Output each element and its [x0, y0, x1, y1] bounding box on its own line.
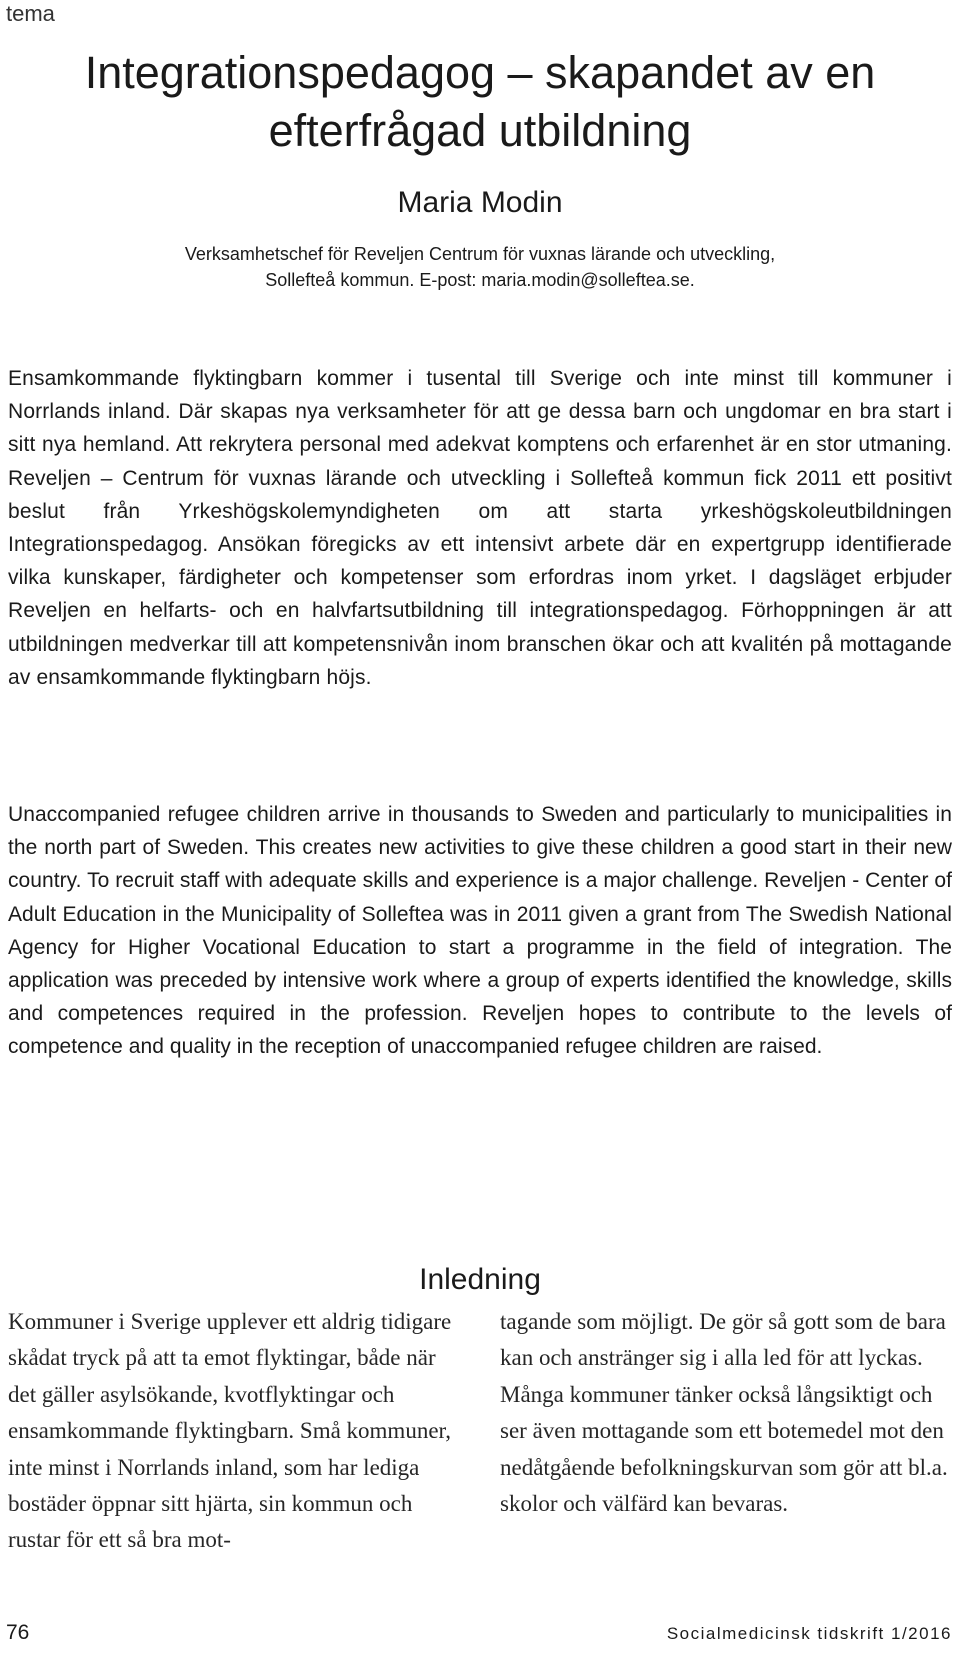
- journal-name: Socialmedicinsk tidskrift 1/2016: [666, 1624, 952, 1643]
- page-number: 76: [6, 1621, 30, 1644]
- abstract-swedish: Ensamkommande flyktingbarn kommer i tusental till Sverige och inte minst till kommuner i Norrlands inland. Där skapas nya verksamheter för att ge dessa barn och ungdomar en bra start i sitt nya hemland. Att rekrytera personal med adekvat komptens och erfarenhet är en stor utmaning. Reveljen – Centrum för vuxnas lärande och utveckling i Sollefteå kommun fick 2011 ett positivt beslut från Yrkeshögskolemyndigheten om att starta yrkeshögskoleutbildningen Integrationspedagog. Ansökan föregicks av ett intensivt arbete där en expertgrupp identifierade vilka kunskaper, färdigheter och kompetenser som erfordras inom yrket. I dagsläget erbjuder Reveljen en helfarts- och en halvfartsutbildning till integrationspedagog. Förhoppningen är att utbildningen medverkar till att kompetensnivån inom branschen ökar och att kvalitén på mottagande av ensamkommande flyktingbarn höjs.: [8, 367, 952, 689]
- section-tag: tema: [6, 1, 55, 26]
- affiliation-line: Sollefteå kommun. E-post: maria.modin@solleftea.se.: [265, 270, 695, 290]
- body-column-right: tagande som möjligt. De gör så gott som de bara kan och anstränger sig i alla led för att lyckas. Många kommuner tänker också långsiktigt och ser även mottagande som ett botemedel mot den nedåtgående befolkningskurvan som gör att bl.a. skolor och välfärd kan bevaras.: [500, 1309, 948, 1517]
- author-name: Maria Modin: [397, 186, 563, 219]
- article-title: Integrationspedagog – skapandet av en efterfrågad utbildning: [84, 47, 876, 156]
- abstract-english: Unaccompanied refugee children arrive in thousands to Sweden and particularly to municipalities in the north part of Sweden. This creates new activities to give these children a good start in their new country. To recruit staff with adequate skills and experience is a major challenge. Reveljen - Center of Adult Education in the Municipality of Solleftea was in 2011 given a grant from The Swedish National Agency for Higher Vocational Education to start a programme in the field of integration. The application was preceded by intensive work where a group of experts identified the knowledge, skills and competences required in the profession. Reveljen hopes to contribute to the levels of competence and quality in the reception of unaccompanied refugee children are raised.: [8, 803, 952, 1059]
- affiliation-line: Verksamhetschef för Reveljen Centrum för vuxnas lärande och utveckling,: [184, 244, 776, 264]
- section-heading: Inledning: [419, 1263, 541, 1296]
- author-affiliation: [60, 241, 900, 293]
- body-column-left: Kommuner i Sverige upplever ett aldrig tidigare skådat tryck på att ta emot flyktingar, både när det gäller asylsökande, kvotflyktingar och ensamkommande flyktingbarn. Små kommuner, inte minst i Norrlands inland, som har lediga bostäder öppnar sitt hjärta, sin kommun och rustar för ett så bra mot-: [8, 1309, 452, 1553]
